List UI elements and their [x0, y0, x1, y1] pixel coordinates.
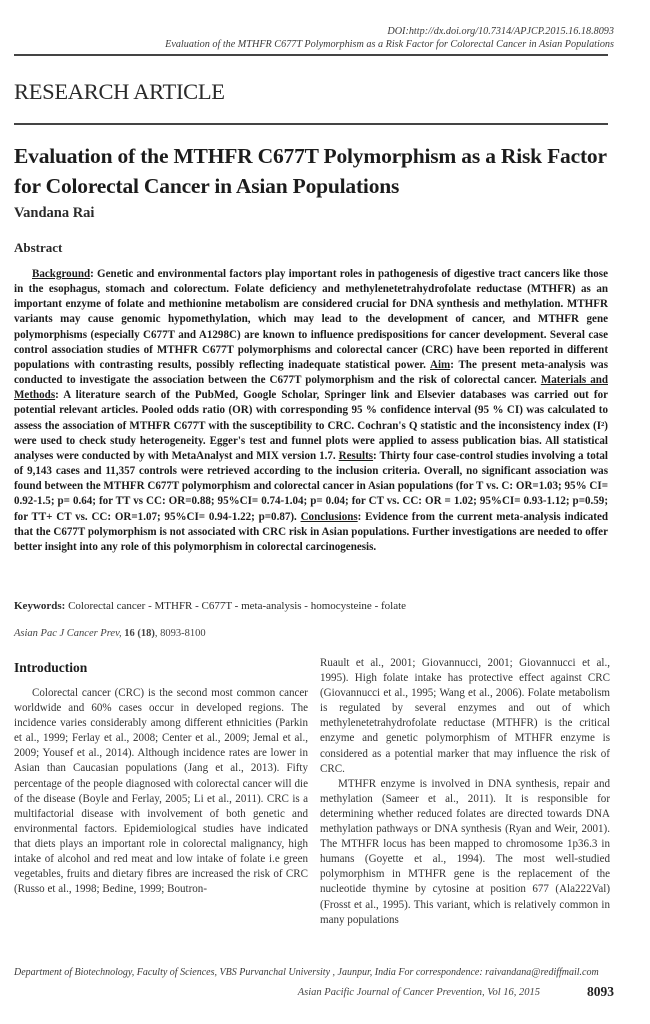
introduction-heading: Introduction: [14, 660, 88, 675]
keywords-text: Colorectal cancer - MTHFR - C677T - meta-analysis - homocysteine - folate: [65, 600, 407, 612]
intro-left-column: [14, 686, 308, 897]
page-number: 8093: [587, 984, 614, 999]
aim-label: Aim: [430, 358, 451, 371]
intro-paragraph: MTHFR enzyme is involved in DNA synthesis, repair and methylation (Sameer et al., 2011). It is responsible for determining whether reduced folates are directed towards DNA methylation pathways or DNA synthesis (Ryan and Weir, 2001). The MTHFR locus has been mapped to chromosome 1p36.3 in humans (Goyette et al., 1994). The most well-studied polymorphism in MTHFR gene is the replacement of the nucleotide thymine by cytosine at position 677 (Ala222Val) (Frosst et al., 1995). This variant, which is relatively common in many populations: [320, 777, 610, 926]
aim-text: : The present meta-analysis was conducted to investigate the association between the C677T polymorphism and the risk of colorectal cancer.: [14, 358, 609, 387]
intro-right-column: [320, 656, 610, 928]
background-text: : Genetic and environmental factors play important roles in pathogenesis of digestive tract cancers like those in the esophagus, stomach and colorectum. Folate deficiency and methylenetetrahydrofolate reductase (MTHFR) as an important enzyme of folate and methionine metabolism are considered crucial for DNA synthesis and methylation. MTHFR variants may cause genomic hypomethylation, which may lead to the development of cancer, and MTHFR gene polymorphisms (especially C677T and A1298C) are known to influence predispositions for cancer development. Several case control association studies of MTHFR C677T polymorphisms and colorectal cancer (CRC) have been reported in different populations with contrasting results, possibly reflecting inadequate statistical power.: [14, 268, 608, 371]
citation: [14, 628, 206, 639]
results-text: : Thirty four case-control studies involving a total of 9,143 cases and 11,357 controls were retrieved according to the inclusion criteria. Overall, no significant association was found between the MTHFR C677T polymorphism and colorectal cancer in Asian populations (for T vs. C: OR=1.03; 95% CI= 0.92-1.5; p= 0.64; for TT vs CC: OR=0.88; 95%CI= 0.74-1.04; p= 0.04; for CT vs. CC: OR = 1.02; 95%CI= 0.93-1.12; p=0.59; for TT+ CT vs. CC: OR=1.07; 95%CI= 0.94-1.22; p=0.87).: [14, 449, 609, 523]
doi-header: DOI:http://dx.doi.org/10.7314/APJCP.2015.16.18.8093: [387, 26, 614, 37]
intro-paragraph: Colorectal cancer (CRC) is the second most common cancer worldwide and 60% cases occur in developed regions. The incidence varies considerably among different ethnicities (Parkin et al., 1999; Ferlay et al., 2008; Center et al., 2009; Jemal et al., 2009; Yousef et al., 2014). Although incidence rates are lower in Asian than Caucasian populations (Jang et al., 2013). Fifty percentage of the people diagnosed with colorectal cancer will die of the disease (Boyle and Ferlay, 2005; Li et al., 2011). CRC is a multifactorial disease with involvement of both genetic and environmental factors. Epidemiological studies have indicated that diets plays an important role in colorectal malignancy, high intake of alcohol and red meat and low intake of folate i.e green vegetables, fruits and dietary fibres are increased the risk of CRC (Russo et al., 1998; Bedine, 1999; Boutron-: [14, 687, 308, 896]
running-title: Evaluation of the MTHFR C677T Polymorphism as a Risk Factor for Colorectal Cancer in Asian Populations: [165, 39, 614, 50]
keywords: [14, 600, 406, 612]
abstract-body: [14, 267, 608, 555]
results-label: Results: [338, 449, 374, 462]
affiliation-footnote: Department of Biotechnology, Faculty of Sciences, VBS Purvanchal University , Jaunpur, India For correspondence: raivandana@rediffmail.com: [14, 967, 599, 978]
article-title: Evaluation of the MTHFR C677T Polymorphism as a Risk Factor for Colorectal Cancer in Asian Populations: [14, 144, 607, 198]
header-rule: [14, 54, 608, 56]
section-rule: [14, 123, 608, 125]
background-label: Background: [32, 268, 91, 280]
methods-text: : A literature search of the PubMed, Google Scholar, Springer link and Elsevier databases was carried out for potential relevant articles. Pooled odds ratio (OR) with corresponding 95 % confidence interval (95 % CI) was calculated to assess the association of MTHFR C677T with the susceptibility to CRC. Cochran's Q statistic and the inconsistency index (I²) were used to check study heterogeneity. Egger's test and funnel plots were applied to assess publication bias. All statistical analyses were conducted by with MetaAnalyst and MIX version 1.7.: [14, 389, 608, 462]
intro-paragraph: Ruault et al., 2001; Giovannucci, 2001; Giovannucci et al., 1995). High folate intake has protective effect against CRC (Giovannucci et al., 1995; Wang et al., 2006). Folate metabolism is regulated by several enzymes and out of which methylenetetrahydrofolate reductase (MTHFR) is the critical enzyme and genetic polymorphism of MTHFR enzyme is considered as a potential marker that may influence the risk of CRC.: [320, 657, 610, 775]
author-name: Vandana Rai: [14, 205, 95, 221]
footer-journal: Asian Pacific Journal of Cancer Prevention, Vol 16, 2015: [297, 987, 540, 998]
citation-volume: 16 (18): [124, 628, 155, 639]
conclusions-label: Conclusions: [300, 510, 358, 523]
conclusions-text: : Evidence from the current meta-analysis indicated that the C677T polymorphism is not associated with CRC risk in Asian populations. Further investigations are needed to offer better insight into any role of this polymorphism in colorectal carcinogenesis.: [14, 510, 608, 553]
keywords-label: Keywords:: [14, 600, 66, 612]
citation-pages: , 8093-8100: [154, 628, 206, 639]
methods-label: Materials and Methods: [14, 374, 608, 402]
abstract-heading: Abstract: [14, 240, 63, 255]
article-type-label: RESEARCH ARTICLE: [14, 79, 225, 104]
citation-journal: Asian Pac J Cancer Prev,: [14, 628, 122, 639]
